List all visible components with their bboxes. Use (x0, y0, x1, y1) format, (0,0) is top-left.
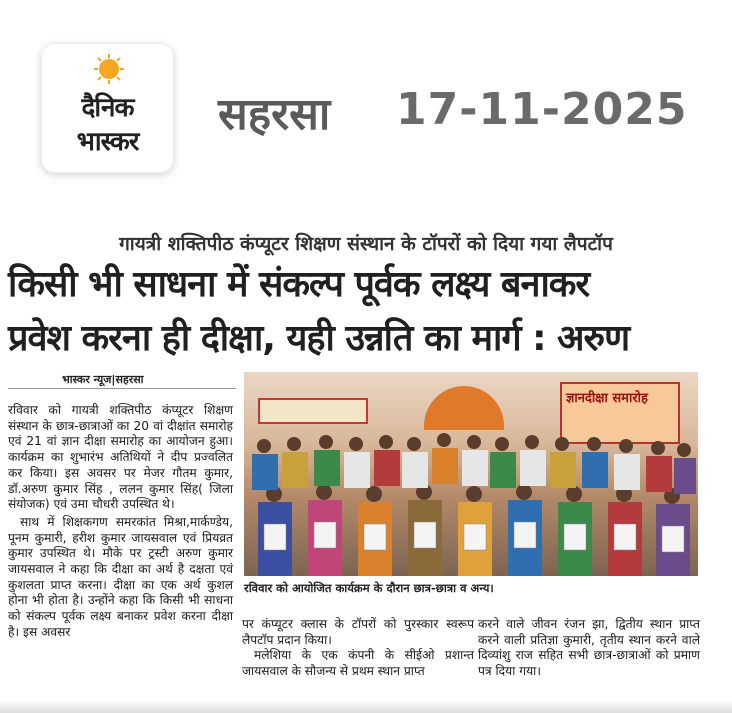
sun-icon (94, 54, 124, 84)
logo-text-line2: भास्कर (76, 127, 139, 157)
photo-caption: रविवार को आयोजित कार्यक्रम के दौरान छात्र-छात्रा व अन्य। (244, 581, 494, 595)
edition-city: सहरसा (218, 89, 331, 140)
column1-paragraph1: रविवार को गायत्री शक्तिपीठ कंप्यूटर शिक्षण संस्थान के छात्र-छात्राओं का 20 वां दीक्षांत समारोह एवं 21 वां ज्ञान दीक्षा समारोह का आयोजन हुआ। कार्यक्रम का शुभारंभ अतिथियों ने दीप प्रज्वलित कर किया। इस अवसर पर मेजर गौतम कुमार, डॉ.अरुण कुमार सिंह , ललन कुमार सिंह( जिला संयोजक) एवं उमा चौधरी उपस्थित थे। (8, 403, 233, 512)
byline: भास्कर न्यूज|सहरसा (62, 373, 144, 386)
byline-divider (8, 388, 236, 389)
article-kicker: गायत्री शक्तिपीठ कंप्यूटर शिक्षण संस्थान के टॉपरों को दिया गया लैपटॉप (119, 233, 613, 255)
article-column-2 (242, 617, 474, 680)
edition-date: 17-11-2025 (396, 84, 688, 135)
article-column-1 (8, 403, 233, 643)
crowd-figures (244, 432, 698, 576)
photo-banner-text: ज्ञानदीक्षा समारोह (566, 391, 648, 406)
column2-paragraph2: मलेशिया के एक कंपनी के सीईओ प्रशान्त जायसवाल के सौजन्य से प्रथम स्थान प्राप्त (242, 648, 474, 679)
column1-paragraph2: साथ में शिक्षकगण समरकांत मिश्रा,मार्कण्डेय, पूनम कुमारी, हरीश कुमार जायसवाल एवं प्रियव्रत कुमार उपस्थित थे। मौके पर ट्रस्टी अरुण कुमार जायसवाल ने कहा कि दीक्षा का अर्थ है दक्षता एवं कुशलता प्राप्त करना। दीक्षा का एक अर्थ कुशल होना भी होता है। उन्होंने कहा कि किसी भी साधना को संकल्प पूर्वक लक्ष्य बनाकर प्रवेश करना दीक्षा है। इस अवसर (8, 514, 233, 639)
photo-banner-left (258, 398, 368, 424)
photo-stage-backdrop (424, 386, 504, 430)
headline-line2: प्रवेश करना ही दीक्षा, यही उन्नति का मार्ग : अरुण (8, 318, 630, 359)
column2-paragraph1: पर कंप्यूटर क्लास के टॉपरों को पुरस्कार स्वरूप लैपटॉप प्रदान किया। (242, 617, 474, 647)
headline-line1: किसी भी साधना में संकल्प पूर्वक लक्ष्य बनाकर (8, 264, 590, 305)
event-photo (244, 372, 698, 576)
article-column-3: करने वाले जीवन रंजन झा, द्वितीय स्थान प्राप्त करने वाली प्रतिज्ञा कुमारी, तृतीय स्थान करने वाले दिव्यांशु राज सहित सभी छात्र-छात्राओं को प्रमाण पत्र दिया गया। (478, 617, 700, 679)
dainik-bhaskar-logo (41, 43, 174, 173)
logo-text-line1: दैनिक (81, 93, 134, 123)
page-bottom-edge (0, 700, 732, 713)
